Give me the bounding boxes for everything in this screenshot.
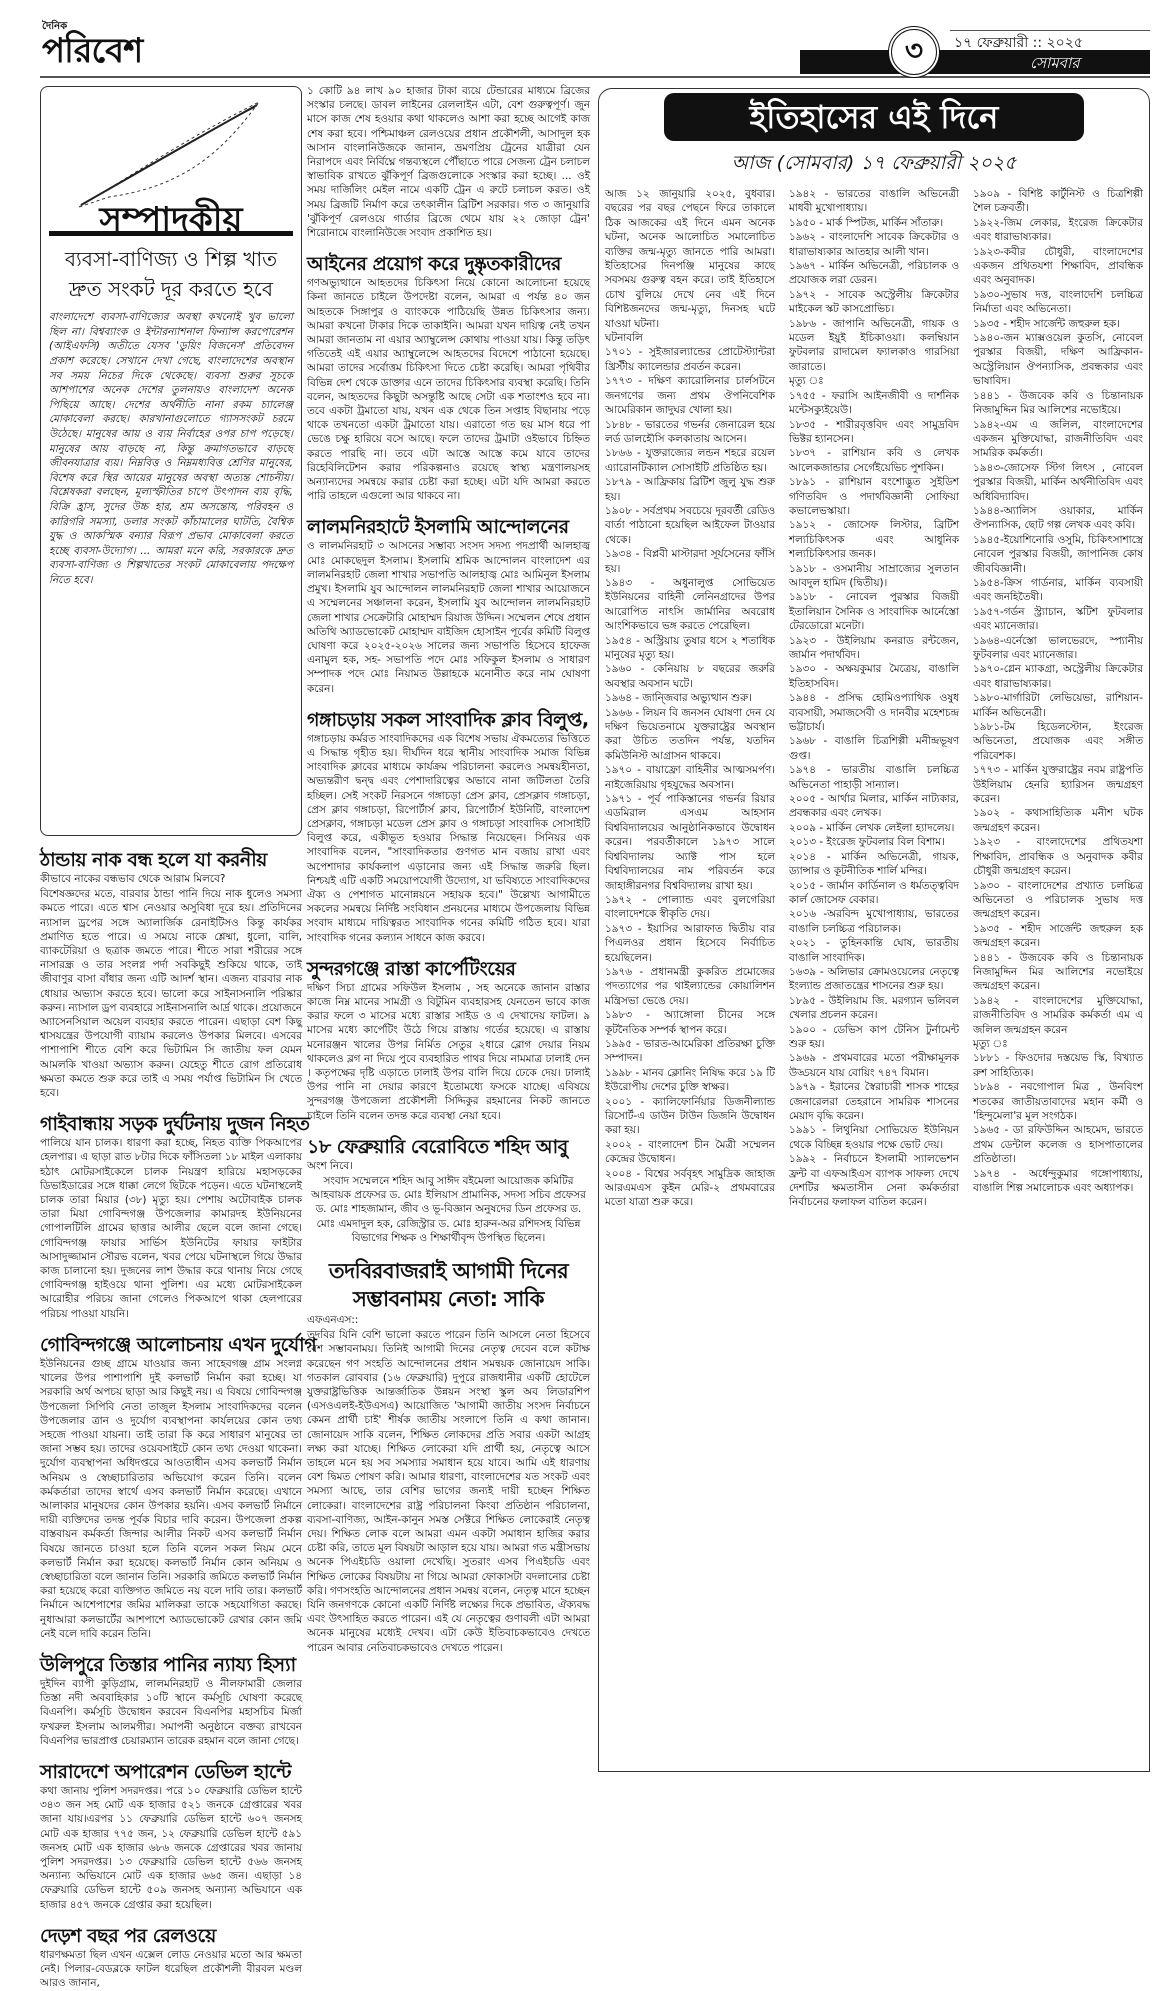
news-article: [307, 515, 590, 695]
article-body: গণঅভ্যুত্থানে আহতদের চিকিৎসা নিয়ে কোনো আলোচনা হয়েছে কিনা জানতে চাইলে উপদেষ্টা বলেন, আমরা এ পর্যন্ত ৪০ জন আহতকে সিঙ্গাপুর ও ব্যাংককে পাঠিয়েছি উন্নত চিকিৎসার জন্য। আমরা কখনো টাকার দিকে তাকাইনি। আমরা যখন দায়িত্ব নেই তখন আমরা জানতাম না এয়ার অ্যাম্বুলেন্স কোথায় পাওয়া যায়। কিন্তু তড়িৎ গতিতেই এই এয়ার অ্যাম্বুলেন্সে আহতদের বিদেশে পাঠানো হয়েছে। আমরা তাদের সর্বোত্তম চিকিৎসা দিতে চেষ্টা করেছি। আমরা পৃথিবীর বিভিন্ন দেশ থেকে ডাক্তার এনে তাদের চিকিৎসার ব্যবস্থা করেছি। তিনি বলেন, আহতদের কিছুটা অসন্তুষ্টি আছে সেটা এক শতাংশও হবে না। তবে একটা ট্রমাতো যায়, যখন এক থেকে তিন সপ্তাহ বিছানায় পড়ে থাকে তখনতো একটা ট্রমাতো যায়। এরাতো গত ছয় মাস ধরে পা ভেঙে চক্ষু হারিয়ে বসে আছে। ফলে তাদের ট্রমাটা ওইভাবে চিহ্নিত করতে পারছি না। তবে এটা আস্তে আস্তে কমে যাবে তাদের রিহেবিলিটেশন করার পরিকল্পনাও রয়েছে স্বাস্থ্য মন্ত্রণালয়সহ অন্যান্যদের সমন্বয়ে করার চেষ্টা করা হচ্ছে। এটা যদি আমরা করতে পারি তাহলে এগুলো আর থাকবে না।: [307, 277, 590, 503]
history-entry: ২০১৬ -অরবিন্দ মুখোপাধ্যায়, ভারতের বাঙালি চলচ্চিত্র পরিচালক।: [789, 908, 959, 935]
masthead: [40, 22, 1150, 78]
news-article: [40, 1924, 302, 1991]
history-column: [605, 187, 775, 1210]
history-entry: ২০১৫ - জার্মান কার্ডিনাল ও ধর্মতত্ত্ববিদ কার্ল জোসেফ বেকার।: [789, 879, 959, 906]
history-entry: ১৯৪৩ - অধুনালুপ্ত সোভিয়েত ইউনিয়নের বাহিনী লেনিনগ্রাদের উপর আরোপিত নাৎসি জার্মানির অবরোধ আংশিকভাবে ভঙ্গ করতে পেরেছিল।: [605, 576, 775, 633]
history-entry: ১৯০৮ - সর্বপ্রথম সবচেয়ে দূরবর্তী রেডিও বার্তা পাঠানো হয়েছিল আইফেল টাওয়ার থেকে।: [605, 504, 775, 546]
history-entry: ১৯৫৪ - অস্ট্রিয়ায় তুষার ধসে ২ শতাধিক মানুষের মৃত্যু হয়।: [605, 634, 775, 661]
article-headline: গাইবান্ধায় সড়ক দুর্ঘটনায় দুজন নিহত: [40, 1113, 310, 1136]
history-entry: ১৮৯১ - রাশিয়ান বংশোদ্ভুত সুইডিশ গণিতবিদ ও পদার্থবিজ্ঞানী সোফিয়া কভালেভস্কায়া।: [789, 476, 959, 517]
article-body: বিশেষজ্ঞদের মতে, বারবার ঠান্ডা পানি দিয়ে নাক ধুলেও সমস্যা কমতে পারে। এতে শ্বাস নেওয়ার অসুবিধা দূরে হয়। প্রতিদিনের ন্যাসাল ড্রপের সঙ্গে অ্যালার্জিক রেনাইটিসও কিন্তু কার্যকর প্রমাণিত হতে পারে। এ সময়ে নাকে শ্লেষ্মা, ধুলো, বালি, ব্যাকটেরিয়া ও ছত্রাক জমতে পারে। শীতে সারা শরীরের সঙ্গে নাসারন্ধ্র ও তার সংলগ্ন পর্দা সবকিছুই শুকিয়ে থাকে, তাই জীবাণুর বাসা বাঁধার জন্য এটি আদর্শ স্থান। এজন্য বারবার নাক ধোয়ার অভ্যাস করতে হবে। ভালো করে সাইনাসনালি পরিষ্কার করুন। ন্যাসাল ড্রপ ব্যবহারে সাইনাসনালি আর্দ্র থাকে। প্রয়োজনে অ্যাসেনসিয়াল অয়েল ব্যবহার করতে পারেন। এছাড়া বেশ কিছু শ্বাসযন্ত্রের উপযোগী ব্যায়াম করলেও উপকার মিলবে। এসবের পাশাপাশি শীতে বেশি করে ভিটামিন সি জাতীয় ফল যেমন আমলকি খাওয়া অভ্যাস করুন। যেহেতু শীতে রোগ প্রতিরোধ ক্ষমতা কমতে শুরু করে তাই এ সময় পর্যাপ্ত ভিটামিন সি খেতে হবে।: [40, 888, 302, 1100]
news-article: [307, 708, 590, 945]
article-headline: গোবিন্দগঞ্জে আলোচনায় এখন দুর্যোগ: [40, 1333, 317, 1356]
article-body: সংবাদ সম্মেলনে শহিদ আবু সাঈদ বইমেলা আয়োজক কমিটির আহবায়ক প্রফেসর ড. মোঃ ইলিয়াস প্রামানিক, সদস্য সচিব প্রফেসর ড. মোঃ শাহজামান, জীব ও ভূ-বিজ্ঞান অনুষদের ডিন প্রফেসর ড. মোঃ এমদাদুল হক, রেজিস্ট্রার ড. মোঃ হারুন-অর রশিদসহ বিভিন্ন বিভাগের শিক্ষক ও শিক্ষার্থীবৃন্দ উপস্থিত ছিলেন।: [311, 1175, 586, 1244]
left-column: [40, 86, 317, 1991]
history-column: [973, 187, 1143, 1210]
editorial-headline: [49, 244, 293, 304]
history-title: ইতিহাসের এই দিনে: [664, 93, 1084, 141]
history-entry: ১৯৮৬ - জাপানি অভিনেত্রী, গায়ক ও মডেল ইয়ুই ইচিকাওয়া। কলম্বিয়ান ফুটবলার রাদামেল ফ্যালকাও গারসিয়া জারাতে।: [789, 317, 959, 373]
history-entry: ১৯২৩ - উইলিয়াম কনরাড রন্টজেন, জার্মান পদার্থবিদ।: [789, 634, 959, 661]
article-body: ইউনিয়নের গুচ্ছ গ্রামে যাওয়ার জন্য সাহেবগঞ্জ গ্রাম সংলগ্ন খালের উপর পাশাপাশি দুই কলভার্ট নির্মান করা হচ্ছে। যা সরকারি অর্থ অপচয় ছাড়া আর কিছুই নয়। এ বিষয়ে গোবিন্দগঞ্জ উপজেলা সিপিবি নেতা তাজুল ইসলাম সাংবাদিকদের বলেন উপজেলার ত্রান ও দুর্যোগ ব্যবস্থাপনা কার্যলয়ের কোন তথ্য সহজে পাওয়া যায়না। তাই তারা কি করে সাধারণ মানুষের তা জানা সম্ভব হয়। তাদের ওয়েবসাইটে কোন তথ্য দেওয়া থাকেনা। দুর্যোগ ব্যবস্থাপনা অধিদপ্তরে আওতাধীন এসব কলভার্ট নির্মান অনিয়ম ও স্বেচ্ছাচারিতার অভিযোগ করেন তিনি। বলেন কর্মকর্তারা তাদের স্বার্থে এসব কলভার্ট নির্মান করেছে। এখানে আলাকার মানুষদের কোন উপকার হয়নি। এসব কলভার্ট নির্মানে দায়ী ব্যক্তিদের তদন্ত পূর্বক বিচার দাবি করেন। উপজেলা প্রকল্প বাস্তবায়ন কর্মকর্তা জিন্দার আলীর নিকট এসব কলভার্ট নির্মান বিষয়ে জানতে চাওয়া হলে তিনি বলেন সকল নিয়ম মেনে কলভার্ট নির্মান করা হয়েছে। কলভার্ট নির্মান কোন অনিয়ম ও স্বেচ্ছাচারিতা বলে জানান তিনি। সরকারি জমিতে কলভার্ট নির্মান করা হয়েছে করো ব্যক্তিগত জমিতে নয় বলে দাবি তার। কলভার্ট নির্মানে আশেপাশের জমির মালিকরা তাকে সহযোগিতা করছে। নুধাআরা কলভার্টের আশপাশে অ্যাডভোকেট রেখার কোন জমি নেই বলে দাবি করেন তিনি।: [40, 1357, 302, 1640]
editorial-headline-line1: ব্যবসা-বাণিজ্য ও শিল্প খাত: [64, 247, 278, 272]
article-headline: ঠান্ডায় নাক বন্ধ হলে যা করনীয়: [40, 849, 267, 871]
history-entry: ২০২১ - তুহিনকান্তি ঘোষ, ভারতীয় বাঙালি সাংবাদিক।: [789, 937, 959, 964]
history-entry: ২০০৪ - বিশ্বের সর্ববৃহৎ সামুদ্রিক জাহাজ আরএমএস কুইন মেরি-২ প্রথমবারের মতো যাত্রা শুরু করে।: [605, 1167, 775, 1209]
article-subhead: কীভাবে নাকের বন্ধভাব থেকে আরাম মিলবে?: [40, 873, 226, 885]
history-entry: ১৯৮১-টম হিডেলস্টোন, ইংরেজ অভিনেতা, প্রযোজক এবং সঙ্গীত পরিবেশক।: [973, 721, 1143, 762]
news-article: [307, 1257, 590, 1655]
article-body: দক্ষিণ সিচা গ্রামের সফিউল ইসলাম , সহ অনেকে জানান রাস্তার কাজে নিম্ন মানের সামগ্রী ও বিটুমিন ব্যবহারসহ যেনতেন ভাবে কাজ করার ফলে ৩ মাসের মধ্যে রাস্তার সাইড ও এ দেখাদেয় ফাটল। ৯ মাসের মধ্যে কার্পেটিং উঠে গিয়ে রাস্তায় গর্তের হয়েছে। এ রাস্তায় মনোরঞ্জন খালের উপর নির্মিত সেতুর ২ধারে ব্লোগ দেয়ার নিয়ম থাকলেও ব্লগ না দিয়ে পুবে ব্যবহারিত পাথর দিয়ে নামমাত্র ঢালাই দেন । কতৃপক্ষের দৃষ্টি এড়াতে ঢালাই উপর বালি দিয়ে ঢেকে দেয়। ঢালাই উপর পানি না দেয়ার কারণে ইতোমধ্যে ফসকে যাচ্ছে। এবিষয়ে সুন্দরগঞ্জ উপজেলা প্রকৌশলী সিদ্দিকুর রহমানের নিকট জানতে চাইলে তিনি বলেন তদন্ত করে ব্যবস্থা নেয়া হবে।: [307, 981, 590, 1122]
newspaper-logo: [42, 22, 142, 70]
history-entry: ১৯৭৯ - ইরানের স্বৈরাচারী শাসক শাহের জেনারেলরা তেহরানে সামরিক শাসনের মেয়াদ বৃদ্ধি করেন।: [789, 1081, 959, 1122]
history-entry: ১৪৪১ - উজবেক কবি ও চিন্তানায়ক নিজামুদ্দিন মির আলিশের নভোইয়ে।: [973, 389, 1143, 417]
logo-small: দৈনিক: [42, 21, 68, 32]
history-entry: ১৭৭৩ - দক্ষিণ ক্যারোলিনার চার্লসটনে জনগণের জন্য প্রথম ঔপনিবেশিক আমেরিকান জাদুঘর খোলা হয়।: [605, 375, 775, 417]
article-headline: গঙ্গাচড়ায় সকল সাংবাদিক ক্লাব বিলুপ্ত,: [307, 708, 589, 731]
history-entry: ১৯১২ - জোসেফ লিস্টার, ব্রিটিশ শল্যচিকিৎসক এবং আধুনিক শল্যচিকিৎসার জনক।: [789, 519, 959, 561]
history-entry: আজ ১২ জানুয়ারি ২০২৫, বুধবার। বছরের পর বছর পেছনে ফিরে তাকালে ঠিক আজকের এই দিনে এমন অনেক ঘটনা, অনেক আলোচিত সমালোচিত ব্যক্তির জন্ম-মৃত্যু জানতে পারি আমরা। ইতিহাসের দিনপঞ্জি মানুষের কাছে সবসময় গুরুত্ব বহন করে। তাই ইতিহাসে চোখ বুলিয়ে দেখে নেব এই দিনে বিশিষ্টজনদের জন্ম-মৃত্যু, দিনসহ ঘটে যাওয়া ঘটনা।: [605, 188, 775, 330]
history-entry: ১৯৪২-এম এ জলিল, বাংলাদেশের একজন মুক্তিযোদ্ধা, রাজনীতিবিদ এবং সামরিক কর্মকর্তা।: [973, 418, 1143, 460]
history-entry: ২০০৫ - আর্থার মিলার, মার্কিন নাট্যকার, প্রবন্ধকার এবং লেখক।: [789, 793, 959, 820]
history-entry: ১৯০২ - কথাসাহিত্যিক মনীশ ঘটক জন্মগ্রহণ করেন।: [973, 807, 1143, 834]
history-entry: ১৯৬৯ - প্রথমবারের মতো পরীক্ষামূলক উড্ডয়নে যায় বোয়িং ৭৪৭ বিমান।: [789, 1052, 959, 1079]
article-body: ও লালমনিরহাট ৩ আসনের সম্ভাব্য সংসদ সদস্য পদপ্রার্থী আলহাজ্ব মোঃ মোকছেদুল ইসলাম। ইসলামি শ্রমিক আন্দোলন বাংলাদেশ এর লালমনিরহাট জেলা শাখার সভাপতি আলহাজ্ব মোঃ আমিনুল ইসলাম প্রমুখ। ইসলামি যুব আন্দোলন লালমনিরহাট জেলা শাখার আয়োজনে এ সম্মেলনের সঞ্চালনা করেন, ইসলামি যুব আন্দোলন লালমনিরহাট জেলা শাখার সেক্রেটারি মোহাম্মদ রিয়াজ উদ্দিন। সম্মেলন শেষে প্রধান অতিথি অ্যাডভোকেট মোহাম্মদ বাইজিদ হোসাইন পূর্বের কমিটি বিলুপ্ত ঘোষণা করে ২০২৫-২০২৬ সালের জন্য সভাপতি হিসেবে হাফেজ এনামুল হক, সহ- সভাপতি পদে মোঃ সফিকুল ইসলাম ও সাধারণ সম্পাদক পদে মোঃ নিয়ামত উল্লাহকে মনোনীত করে নাম ঘোষণা করেন।: [307, 540, 590, 695]
history-entry: ১৯৭৬ - প্রধানমন্ত্রী কুকরিত প্রমোজের পদত্যাগের পর থাইল্যান্ডের কোয়ালিশন মন্ত্রিসভা ভেঙে দেয়।: [605, 965, 775, 1007]
history-entry: ১৯৯১ - লিথুনিয়া সোভিয়েত ইউনিয়ন থেকে বিচ্ছিন্ন হওয়ার পক্ষে ভোট দেয়।: [789, 1124, 959, 1151]
history-entry: ১৭৫৫ - ফরাসি আইনজীবী ও দার্শনিক মন্টেসক্যুইয়েউ।: [789, 389, 959, 417]
history-entry: ১৮৬৬ - যুক্তরাজ্যের লন্ডন শহরে রয়েল এ্যারোনটিক্যাল সোসাইটি প্রতিষ্ঠিত হয়।: [605, 447, 775, 474]
history-entry: ১৯২২-জিম লেকার, ইংরেজ ক্রিকেটার এবং ধারাভাষ্যকার।: [973, 216, 1143, 244]
article-body: তদবির যিনি বেশি ভালো করতে পারেন তিনি আসলে নেতা হিসেবে বেশ সম্ভাবনাময়। তিনিই আগামী দিনের নেতৃত্ব দেবেন বলে কটাক্ষ করেছেন গণ সংহতি আন্দোলনের প্রধান সমন্বয়ক জোনায়েদ সাকি।গতকাল রোববার (১৬ ফেব্রুয়ারি) দুপুরে রাজধানীর একটি হোটেলে যুক্তরাষ্ট্রভিত্তিক আন্তর্জাতিক উন্নয়ন সংস্থা স্কুল অব লিডারশিপ (এসওএলই-ইউএসএ) আয়োজিত 'আগামী জাতীয় সংসদ নির্বাচনে কেমন প্রার্থী চাই' শীর্ষক জাতীয় সংলাপে তিনি এ কথা জানান।জোনায়েদ সাকি বলেন, শিক্ষিত লোকদের প্রতি সবার একটা আগ্রহ লক্ষ্য করা যাচ্ছে। শিক্ষিত লোকেরা যদি প্রার্থী হয়, নেতৃত্বে আসে তাহলে মনে হয় সব সমস্যার সমাধান হয়ে যাবে। আমি এই ধারণায় বেশ দ্বিমত পোষণ করি। আমার ধারণা, বাংলাদেশের যত সংকট এবং সমস্যা আছে, তার বেশির ভাগের জন্যই দায়ী হচ্ছেন শিক্ষিত লোকেরা। বাংলাদেশের রাষ্ট্র পরিচালনা কিংবা প্রতিষ্ঠান পরিচালনা, ব্যবসা-বাণিজ্য, আইন-কানুন সমস্ত সেক্টরে শিক্ষিত লোকেরাই নেতৃত্ব দেয়। শিক্ষিত লোক বলে আমরা এমন একটা সমাধান হাজির করার চেষ্টা করি, তাতে মূল বিষয়টা আড়াল হয়ে যায়। আমরা গত মন্ত্রীসভায় অনেক পিএইচডি ওয়ালা দেখেছি। সুতরাং এসব পিএইচডি এবং শিক্ষিত লোকের বিষয়টায় না গিয়ে আমরা ফোকাসটা বদলানোর চেষ্টা করি। গণসংহতি আন্দোলনের প্রধান সমন্বয় বলেন, নেতৃত্ব মানে হচ্ছেন যিনি জনগণকে কোনো একটি নির্দিষ্ট লক্ষ্যের দিকে প্রভাবিত, ঐক্যবদ্ধ এবং উৎসাহিত করতে পারেন। এই যে নেতৃত্বের গুণাবলী এটা আমরা অনেক মানুষের মধ্যেই দেখব। এটা কেউ ইতিবাচকভাবেও দেখতে পারেন আবার নেতিবাচকভাবেও দেখতে পারেন।: [307, 1329, 590, 1654]
history-entry: ১৭৭৩ - মার্কিন যুক্তরাষ্ট্রের নবম রাষ্ট্রপতি উইলিয়াম হেনরি হ্যারিসন জন্মগ্রহণ করেন।: [973, 764, 1143, 806]
feather-icon: [49, 93, 293, 213]
article-body: দুইদিন ব্যাপী কুড়িগ্রাম, লালমনিরহাট ও নীলফামারী জেলার তিস্তা নদী অববাহিকার ১০টি স্থানে কর্মসূচি ঘোষণা করেছে বিএনপি। কর্মসূচি উদ্বোধন করবেন বিএনপির মহাসচিব মির্জা ফখরুল ইসলাম আলমগীর। সমাপনী অনুষ্ঠানে বক্তব্য রাখবেন বিএনপির ভারপ্রাপ্ত চেয়ারম্যান তারেক রহমান বলে জানা গেছে।: [40, 1677, 302, 1747]
history-entry: মৃত্যু ঃ: [789, 375, 824, 388]
news-article: [40, 1760, 302, 1912]
history-entry: ১৯৯৫ - ভারত-আমেরিকা প্রতিরক্ষা চুক্তি সম্পাদন।: [605, 1037, 775, 1065]
article-headline: তদবিরবাজরাই আগামী দিনের সম্ভাবনাময় নেতা: সাকি: [328, 1259, 569, 1312]
history-entry: ১৯০৯ - বিশিষ্ট কার্টুনিস্ট ও চিত্রশিল্পী শৈল চক্রবর্তী।: [973, 188, 1143, 215]
history-entry: ঘটনাবলি: [605, 332, 643, 345]
history-entry: ১৯৭৩ - ইয়াসির আরাফাত দ্বিতীয় বার পিএলওর প্রধান হিসেবে নির্বাচিত হয়েছিলেন।: [605, 922, 775, 964]
history-entry: ১৯৬৪-এর্নেস্তো ভালভেরদে, স্প্যানীয় ফুটবলার এবং ম্যানেজার।: [973, 634, 1143, 661]
history-entry: ১৯৩৪ - বিপ্লবী মাস্টারদা সূর্যসেনের ফাঁসি হয়।: [605, 548, 775, 575]
history-entry: ১৯৬০ - কেনিয়ায় ৮ বছরের জরুরি অবস্থার অবসান ঘটে।: [605, 663, 775, 690]
history-entry: ১৮৯৫ - উইলিয়াম জি. মরগ্যান ভলিবল খেলার প্রচলন করেন।: [789, 994, 959, 1022]
news-article: [40, 1112, 310, 1321]
news-article: [40, 848, 302, 1100]
logo-text: পরিবেশ: [42, 31, 143, 71]
history-entry: ১৯৭০ - বায়াফ্রো বাহিনীর আত্মসমর্পণ। নাইজেরিয়ায় গৃহযুদ্ধের অবসান।: [605, 764, 775, 791]
issue-day: সোমবার: [1030, 54, 1080, 72]
history-entry: ১৯৭০-গ্লেন ম্যাকগ্রা, অস্ট্রেলীয় ক্রিকেটার এবং ধারাভাষ্যকার।: [973, 663, 1143, 690]
article-subhead: অংশ নিবে।: [307, 1159, 353, 1172]
page-info: [800, 28, 1150, 74]
history-entry: ১৯৪৪ - প্রসিদ্ধ হোমিওপ্যাথিক ওষুধ ব্যবসায়ী, সমাজসেবী ও দানবীর মহেশচন্দ্র ভট্টাচার্য।: [789, 692, 959, 734]
history-entry: ১৯৪৪-অ্যালিস ওয়াকার, মার্কিন ঔপন্যাসিক, ছোট গল্প লেখক এবং কবি।: [973, 504, 1143, 532]
history-entry: ১৯৩০ - অক্ষয়কুমার মৈত্রেয়, বাঙালি ইতিহাসবিদ।: [789, 663, 959, 690]
history-entry: ১৯৩০ - বাংলাদেশের প্রখ্যাত চলচ্চিত্র অভিনেতা ও পরিচালক সুভাষ দত্ত জন্মগ্রহণ করেন।: [973, 879, 1143, 921]
editorial-body: বাংলাদেশে ব্যবসা-বাণিজ্যের অবস্থা কখনোই খুব ভালো ছিল না। বিশ্বব্যাংক ও ইন্টারন্যাশনাল ফিন্যান্স করপোরেশন (আইএফসি) অতীতে যেসব 'ডুয়িং বিজনেস' প্রতিবেদন প্রকাশ করেছে। সেখানে দেখা গেছে, বাংলাদেশের অবস্থান সব সময় নিচের দিকে থেকেছে। ব্যবসা শুরুর সূচকে আশপাশের অনেক দেশের তুলনায়ও বাংলাদেশ অনেক পিছিয়ে আছে। দেশের অর্থনীতি নানা রকম চ্যালেঞ্জ মোকাবেলা করছে। কারখানাগুলোতে গ্যাসসংকট চরমে উঠেছে। মানুষের আয় ও ব্যয় নির্বাহের ওপর চাপ পড়েছে। মানুষের আয় বাড়ছে না, কিন্তু ক্রমাগতভাবে বাড়ছে জীবনযাত্রার ব্যয়। নিম্নবিত্ত ও নিম্নমধ্যবিত্ত শ্রেণির মানুষের, বিশেষ করে স্থির আয়ের মানুষের অবস্থা অত্যন্ত শোচনীয়। বিশ্লেষকরা বলছেন, মূল্যস্ফীতির চাপে উৎপাদন ব্যয় বৃদ্ধি, বিক্রি হ্রাস, সুদের উচ্চ হার, শ্রম অসন্তোষ, পরিবহন ও কারিগরি সমস্যা, ডলার সংকট কাঁচামালের ঘাটতি, বৈশ্বিক যুদ্ধ ও আকস্মিক বন্যার বিরূপ প্রভাব মোকাবেলা করতে হচ্ছে ব্যবসা-উদ্যোগ। ... আমরা মনে করি, সরকারকে দ্রুত ব্যবসা-বাণিজ্য ও শিল্পখাতের সংকট মোকাবেলায় পদক্ষেপ নিতে হবে।: [49, 311, 293, 586]
history-entry: ১৯৩৫ - শহীদ সার্জেন্ট জহুরুল হক।: [973, 317, 1120, 330]
history-entry: ১৯৬৬ - লিয়ন বি জনসন ঘোষণা দেন যে দক্ষিণ ভিয়েতনামে যুক্তরাষ্ট্রের অবস্থান করা উচিত ততদিন পর্যন্ত, যতদিন কমিউনিস্ট আগ্রাসন থাকবে।: [605, 706, 775, 762]
history-columns: [599, 187, 1149, 1210]
history-entry: ১৯৯২ - নির্বাচনে ইসলামী স্যালভেশন ফ্রন্ট বা এফআইএস ব্যাপক সাফল্য দেখে দেশটির ক্ষমতাসীন সেনা কর্মকর্তারা নির্বাচনের ফলাফল বাতিল করেন।: [789, 1153, 959, 1209]
history-entry: ১৯৭২ - পোল্যান্ড এবং বুলগেরিয়া বাংলাদেশকে স্বীকৃতি দেয়।: [605, 893, 775, 921]
history-entry: ১৯৬২ - বাংলাদেশি সাবেক ক্রিকেটার ও ধারাভাষ্যকার আতহার আলী খান।: [789, 231, 959, 258]
news-article: [307, 957, 590, 1123]
article-body: পালিয়ে যান চালক। ধারণা করা হচ্ছে, নিহত ব্যক্তি পিকআপের হেলপার। এ ছাড়া রাত ৮টার দিকে ফাঁসিতলা ১৮ মাইল এলাকায় হঠাৎ মোটরসাইকেলে চালক নিয়ন্ত্রণ হারিয়ে মহাসড়কের ডিভাইডারের সঙ্গে ধাক্কা লেগে ছিটকে পড়েন। এতে ঘটনাস্থলেই চালক তারা মিয়ার (৩৮) মৃত্যু হয়। পেশায় অটোবাইক চালক তারা মিয়া গোবিন্দগঞ্জ উপজেলার কামারদহ ইউনিয়নের গোপালটিলি গ্রামের ছাত্তার আলীর ছেলে বলে জানা গেছে। গোবিন্দগঞ্জ ফায়ার সার্ভিস ইউনিটের ফায়ার ফাইটার আসাদুজ্জামান সৌরভ বলেন, খবর পেয়ে ঘটনাস্থলে গিয়ে উদ্ধার কাজ চালানো হয়। দুজনের লাশ উদ্ধার করে থানায় নিয়ে গেছে গোবিন্দগঞ্জ হাইওয়ে থানা পুলিশ। এর মধ্যে মোটরসাইকেল আরোহীর পরিচয় জানা গেলেও পিকআপে থাকা হেলপারের পরিচয় পাওয়া যায়নি।: [40, 1137, 302, 1320]
history-entry: ১৯৪২ - ভারতের বাঙালি অভিনেত্রী মাধবী মুখোপাধ্যায়।: [789, 188, 959, 215]
history-entry: ১৯৬৪ - জান্জিবার অভ্যুত্থান শুরু।: [605, 692, 752, 705]
history-entry: ১৮৩৫ - শারীরবৃত্তবিদ এবং সামুদ্রবিদ ভিক্টর হ্যানসেন।: [789, 418, 959, 445]
history-entry: ১৯৭২ - সাবেক অস্ট্রেলীয় ক্রিকেটার মাইকেল স্কট কাসপ্রোভিচ।: [789, 288, 959, 316]
article-headline: সুন্দরগঞ্জে রাস্তা কার্পেটিংয়ের: [307, 957, 516, 980]
history-entry: ১৯৪২ - বাংলাদেশের মুক্তিযোদ্ধা, রাজনীতিবিদ ও সামরিক কর্মকর্তা এম এ জলিল জন্মগ্রহন করেন: [973, 994, 1143, 1036]
history-entry: ১৯৮৩ - অ্যাঙ্গোলা চীনের সঙ্গে কূটনৈতিক সম্পর্ক স্থাপন করে।: [605, 1009, 775, 1036]
history-entry: ১৯৮০-মার্গারিটা লেভিয়েভা, রাশিয়ান-মার্কিন অভিনেত্রী।: [973, 692, 1143, 719]
news-article: [307, 1135, 590, 1245]
history-entry: ১৯৩০-সুভাষ দত্ত, বাংলাদেশি চলচ্চিত্র নির্মাতা এবং অভিনেতা।: [973, 288, 1143, 316]
history-entry: ১৯৬৫ - ডা রফিউদ্দিন আহমেদ, ভারতে প্রথম ডেন্টাল কলেজ ও হাসপাতালের প্রতিষ্ঠাতা।: [973, 1124, 1143, 1166]
news-article: [307, 84, 590, 240]
middle-column: [307, 84, 590, 1656]
history-section: [598, 88, 1150, 1772]
history-entry: ২০০২ - বাংলাদেশ চীন মৈত্রী সম্মেলন কেন্দ্রের উদ্বোধন।: [605, 1138, 775, 1166]
history-entry: ১৯২৩-কবীর চৌধুরী, বাংলাদেশের একজন প্রথিতযশা শিক্ষাবিদ, প্রাবন্ধিক এবং অনুবাদক।: [973, 245, 1143, 287]
history-entry: ১৯৪৫-ইয়োশিনোরি ওসুমি, চিকিৎসাশাস্ত্রে নোবেল পুরস্কার বিজয়ী, জাপানিজ কোষ জীববিজ্ঞানী।: [973, 533, 1143, 575]
editorial-label: সম্পাদকীয়: [49, 213, 293, 236]
history-entry: ১৯৭৪ - ভারতীয় বাঙালি চলচ্চিত্র অভিনেতা পাহাড়ী সান্যাল।: [789, 764, 959, 791]
history-entry: ১৮৭৯ - আফ্রিকায় ব্রিটিশ জুলু যুদ্ধ শুরু হয়।: [605, 476, 775, 503]
history-entry: ১৮৯৪ - নবগোপাল মিত্র , উনবিংশ শতকের জাতীয়তাবাদের মহান কর্মী ও 'হিন্দুমেলা'র মূল সংগঠক।: [973, 1081, 1143, 1122]
history-entry: ১৯৯৮ - মানব ক্লোনিং নিষিদ্ধ করে ১৯ টি ইউরোপীয় দেশের চুক্তি স্বাক্ষর।: [605, 1066, 775, 1094]
history-subtitle: আজ (সোমবার) ১৭ ফেব্রুয়ারী ২০২৫: [731, 152, 1017, 174]
article-body: গঙ্গাচড়ায় কর্মরত সাংবাদিকদের এক বিশেষ সভায় ঐকমত্যের ভিত্তিতে এ সিদ্ধান্ত গৃহীত হয়। দীর্ঘদিন ধরে স্থানীয় সাংবাদিক সমাজ বিভিন্ন সাংবাদিক ক্লাবের মাধ্যমে কার্যক্রম পরিচালনা করলেও সমন্বয়হীনতা, অভ্যন্তরীণ দ্বন্দ্ব এবং পেশাদারিত্বের অভাবে নানা জটিলতা তৈরি হচ্ছিল। সেই সংকট নিরসনে গঙ্গাচড়া প্রেস ক্লাব, প্রেসক্লাব গঙ্গাচড়া, প্রেস ক্লাব গঙ্গাচড়া, রিপোর্টার্স ক্লাব, রিপোর্টার্স ইউনিটি, বাংলাদেশ প্রেসক্লাব, গঙ্গাচড়া মডেল প্রেস ক্লাব ও গঙ্গাচড়া সাংবাদিক সোসাইটি বিলুপ্ত করে, একীভূত হওয়ার সিদ্ধান্ত নিয়েছেন। সিনিয়র এক সাংবাদিক বলেন, "সাংবাদিকতার গুণগত মান বজায় রাখা এবং অপেশাদার কার্যকলাপ এড়ানোর জন্য এই সিদ্ধান্ত জরুরি ছিল। নিশ্চয়ই এটি একটি সময়োপযোগী উদ্যোগ, যা ভবিষ্যতে সাংবাদিকদের ঐক্য ও পেশাগত মানোন্নয়নে সহায়ক হবে।" উল্লেখ্য আগামীতে সকলের সমন্বয়ে নির্দিষ্ট সংবিধান প্রনয়নের মাধ্যমে উপজেলায় বিভিন্ন সংবাদ মাধ্যমে দায়িত্বরত সাংবাদিক গনের কমিটি গঠিত হবে। যারা সাংবাদিক গনের কল্যান সাধনে কাজ করবে।: [307, 732, 590, 944]
article-body: ধারণক্ষমতা ছিল এখন এক্সেল লোড নেওয়ার মতো আর ক্ষমতা নেই। পিলার-বেডব্লকে ফাটল ধরেছিল প্রকৌশলী বীরবল মণ্ডল আরও জানান,: [40, 1948, 302, 1990]
history-entry: ১৯১৮ - নোবেল পুরস্কার বিজয়ী ইতালিয়ান সৈনিক ও সাংবাদিক আর্নেস্তো টেরডোরো মনেটা।: [789, 591, 959, 633]
history-entry: ২০০১ - ক্যালিফোর্নিয়ার ডিজনীল্যান্ড রিসোর্ট-এ ডাউন টাউন ডিজনি উদ্বোধন করা হয়।: [605, 1095, 775, 1137]
history-entry: ১৯১৮ - ওসমানীয় সাম্রাজ্যের সুলতান আবদুল হামিদ (দ্বিতীয়)।: [789, 562, 959, 589]
issue-date: ১৭ ফেব্রুয়ারী :: ২০২৫: [950, 30, 1150, 55]
history-entry: ১৯৫৭-গর্ডন স্ট্র্যাচান, স্কটিশ ফুটবলার এবং ম্যানেজার।: [973, 605, 1143, 633]
article-headline: আইনের প্রয়োগ করে দুষ্কৃতকারীদের: [307, 253, 561, 276]
article-headline: দেড়শ বছর পর রেলওয়ে: [40, 1924, 216, 1947]
history-entry: ১৬৩৯ - অলিভার ক্রোমওয়েলের নেতৃত্বে ইংল্যান্ড প্রজাতন্ত্রের শাসনের শুরু হয়।: [789, 965, 959, 993]
news-article: [40, 1333, 317, 1641]
history-entry: ১৯৫৪-ক্রিস গার্ডনার, মার্কিন ব্যবসায়ী এবং জনহিতৈষী।: [973, 576, 1143, 604]
history-column: [789, 187, 959, 1210]
editorial-headline-line2: দ্রুত সংকট দূর করতে হবে: [69, 277, 273, 302]
history-entry: ১৯৪৩-জোসেফ স্টিগ লিৎস , নোবেল পুরস্কার বিজয়ী, মার্কিন অর্থনীতিবিদ এবং অধিবিদ্যাবিদ।: [973, 461, 1143, 503]
history-entry: ১৯৬৭ - মার্কিন অভিনেত্রী, পরিচালক ও প্রযোজক লরা ডেরন।: [789, 260, 959, 287]
history-entry: ১৮৮১ - ফিওদোর দস্তয়েভ স্কি, বিখ্যাত রুশ সাহিত্যিক।: [973, 1052, 1143, 1079]
history-entry: ১৯৭১ - পূর্ব পাকিস্তানের গভর্নর রিয়ার এডমিরাল এসএম আহসান বিশ্ববিদ্যালয়ের আনুষ্ঠানিকভাবে উদ্বোধন করেন। পরবর্তীকালে ১৯৭৩ সালে বিশ্ববিদ্যালয় অ্যাক্ট পাস হলে বিশ্ববিদ্যালয়ের নাম পরিবর্তন করে জাহাঙ্গীরনগর বিশ্ববিদ্যালয় রাখা হয়।: [605, 793, 775, 892]
history-entry: ১৯৩৫ - শহীদ সার্জেন্ট জহুরুল হক জন্মগ্রহণ করেন।: [973, 922, 1143, 950]
editorial-box: [40, 86, 302, 836]
history-entry: ১৯৬৮ - বাঙালি চিত্রশিল্পী মনীন্দ্রভূষণ গুপ্ত।: [789, 735, 959, 762]
history-entry: ১৪৪১ - উজবেক কবি ও চিন্তানায়ক নিজামুদ্দিন মির আলিশের নভোইয়ে জন্মগ্রহণ করেন।: [973, 951, 1143, 993]
article-body: ১ কোটি ৯৪ লাখ ৯০ হাজার টাকা ব্যয়ে টেন্ডারের মাধ্যমে ব্রিজের সংস্কার চলছে। ডাবল লাইনের রেললাইন এটা, বেশ গুরুত্বপূর্ণ। জুন মাসে কাজ শেষ হওয়ার কথা থাকলেও আশা করা হচ্ছে আগেই কাজ শেষ করা হবে। পশ্চিমাঞ্চল রেলওয়ের প্রধান প্রকৌশলী, আসাদুল হক আসান বাংলানিউজকে জানান, ভ্রমণপ্রিয় ট্রেনের যাত্রীরা যেন নিরাপদে এবং নির্বিঘ্নে গন্তব্যস্থলে পৌঁছাতে পারে সেজন্য ট্রেন চলাচল স্বাভাবিক রাখতে ঝুঁকিপূর্ণ ব্রিজগুলোকে সংস্কার করা হচ্ছে। ... ওই সময় দার্জিলিং মেইল নামে একটি ট্রেন এ রুটে চলাচল করত। ওই সময় ব্রিজটি নির্মাণ করে তৎকালীন ব্রিটিশ সরকার। গত ৩ জানুয়ারি 'ঝুঁকিপূর্ণ রেলওয়ে গার্ডার ব্রিজে থেমে যায় ২২ জোড়া ট্রেন' শিরোনামে বাংলানিউজে সংবাদ প্রকাশিত হয়।: [307, 85, 590, 240]
history-entry: মৃত্যু ঃ: [973, 1037, 1008, 1050]
history-entry: ২০১৩ - ইংরেজ ফুটবলার বিল বিশাম।: [789, 836, 945, 849]
history-entry: ১৯০০ - ডেভিস কাপ টেনিস টুর্নামেন্ট শুরু হয়।: [789, 1023, 959, 1050]
article-body: কথা জানায় পুলিশ সদরদপ্তর। পরে ১০ ফেব্রুয়ারি ডেভিল হান্টে ৩৪৩ জন সহ মোট এক হাজার ৫২১ জনকে গ্রেপ্তারের খবর জানা যায়।এরপর ১১ ফেব্রুয়ারি ডেভিল হান্টে ৬০৭ জনসহ মোট এক হাজার ৭৭৫ জন, ১২ ফেব্রুয়ারি ডেভিল হান্টে ৫৯১ জনসহ মোট এক হাজার ৬৮৬ জনকে গ্রেপ্তারের খবর জানায় পুলিশ সদরদপ্তর। ১৩ ফেব্রুয়ারি ডেভিল হান্টে ৫৬৬ জনসহ অন্যান্য অভিযানে মোট এক হাজার ৬৬৫ জন। এছাড়া ১৪ ফেব্রুয়ারি ডেভিল হান্টে ৫০৯ জনসহ অন্যান্য অভিযানে এক হাজার ৪৫৭ জনকে গ্রেপ্তার করা হয়েছিল।: [40, 1784, 302, 1911]
article-headline: সারাদেশে অপারেশন ডেভিল হান্টে: [40, 1760, 291, 1783]
news-article: [40, 1653, 302, 1748]
history-entry: ১৯৭৪ - অর্ধেন্দুকুমার গঙ্গোপাধ্যায়, বাঙালি শিল্প সমালোচক এবং অধ্যাপক।: [973, 1167, 1143, 1195]
article-headline: ১৮ ফেব্রুয়ারি বেরোবিতে শহিদ আবু: [307, 1135, 568, 1158]
history-entry: ১৮৪৮ - ভারতের গভর্নর জেনারেল হয়ে লর্ড ডালহৌসি কলকাতায় আসেন।: [605, 418, 775, 445]
history-entry: ১৯২৩ - বাংলাদেশের প্রথিতযশা শিক্ষাবিদ, প্রাবন্ধিক ও অনুবাদক কবীর চৌধুরী জন্মগ্রহণ করেন।: [973, 836, 1143, 878]
history-entry: ১৮৩৭ - রাশিয়ান কবি ও লেখক আলেকজান্ডার সের্গেইয়েভিচ পুশকিন।: [789, 447, 959, 474]
news-article: [307, 252, 590, 503]
page-number: ৩: [888, 26, 940, 78]
history-entry: ১৯৫০ - মার্ক স্পিটজ, মার্কিন সাঁতারু।: [789, 216, 944, 229]
article-subhead: এফএনএস::: [307, 1314, 359, 1327]
history-entry: ২০০৯ - মার্কিন লেখক লেইলা হ্যাদলেয়।: [789, 821, 955, 834]
history-entry: ২০১৪ - মার্কিন অভিনেত্রী, গায়ক, ড্যান্সার ও কূটনীতিক শার্লি মন্দির।: [789, 850, 959, 878]
history-entry: ১৭০১ - সুইজারল্যান্ডের প্রোটেস্ট্যান্টরা খ্রিস্টীয় ক্যালেন্ডার প্রবর্তন করেন।: [605, 346, 775, 373]
article-headline: উলিপুরে তিস্তার পানির ন্যায্য হিস্যা: [40, 1653, 296, 1676]
article-headline: লালমনিরহাটে ইসলামি আন্দোলনের: [307, 516, 569, 539]
history-entry: ১৯৪০-জন ম্যাক্সওয়েল কুতসি, নোবেল পুরস্কার বিজয়ী, দক্ষিণ আফ্রিকান-অস্ট্রেলিয়ান ঔপন্যাসিক, প্রবন্ধকার এবং ভাষাবিদ।: [973, 332, 1143, 388]
